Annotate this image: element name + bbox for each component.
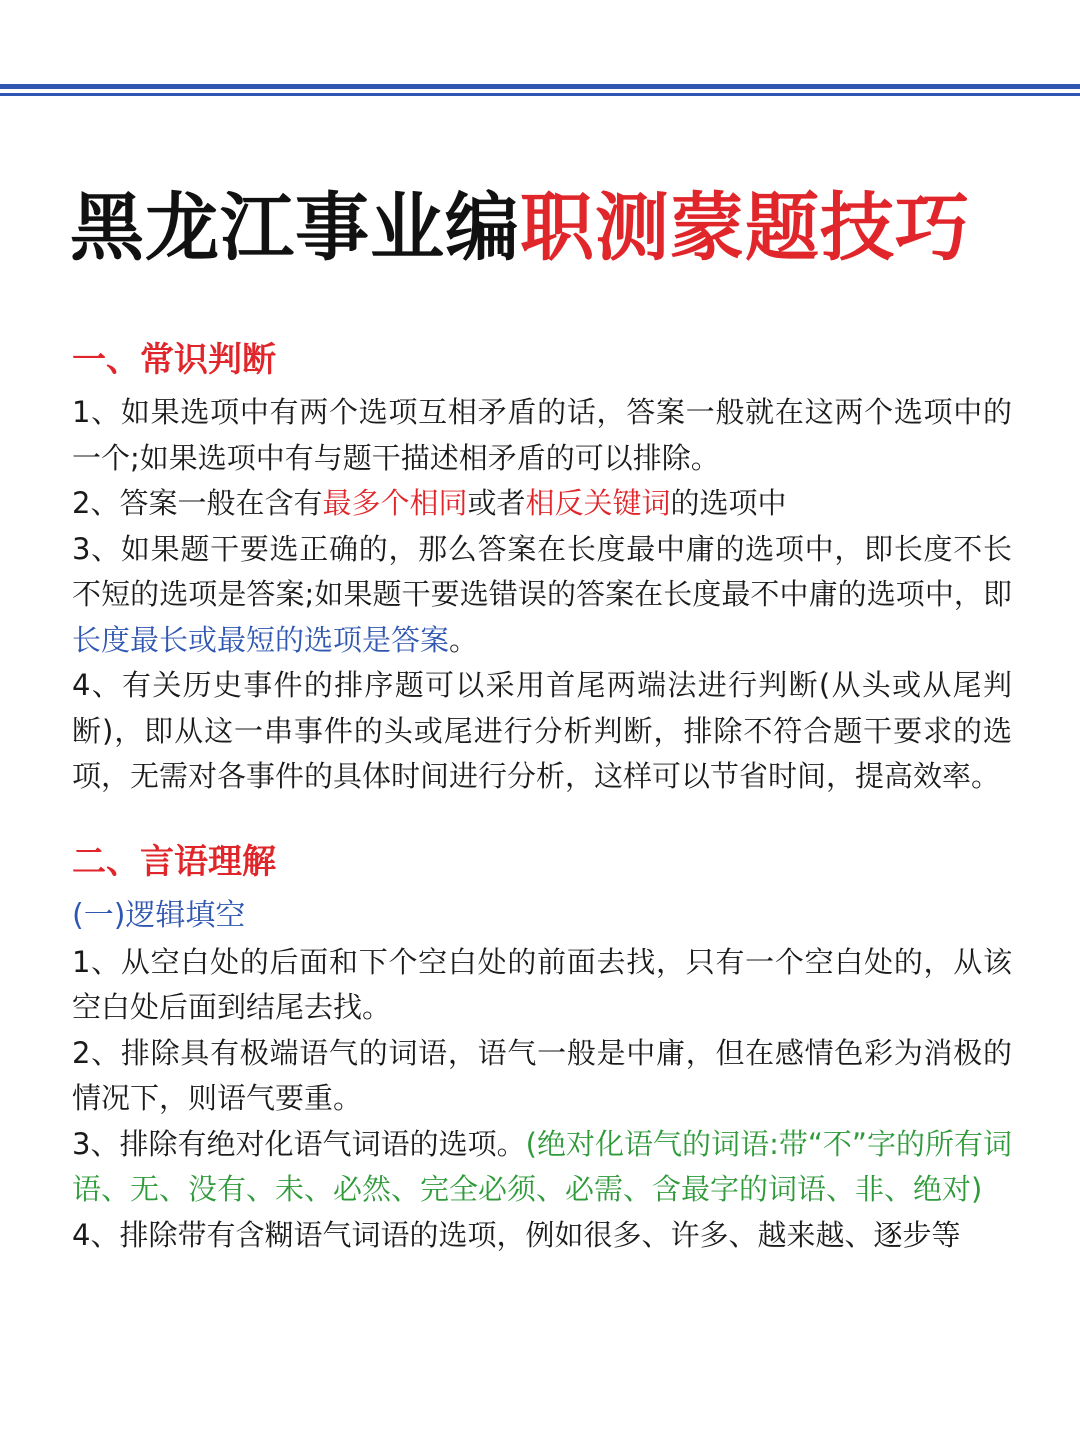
section2-heading: 二、言语理解 <box>72 841 276 882</box>
section2-item3-keyword: (绝对化语气的词语:带“不”字的所有词语、无、没有、未、必然、完全必须、必需、含最字的词语、非、绝对) <box>72 1126 1013 1206</box>
title-black-part: 黑龙江事业编 <box>70 185 520 271</box>
section1-heading: 一、常识判断 <box>72 340 276 380</box>
section1-item3-keyword: 长度最长或最短的选项是答案 <box>72 622 450 657</box>
section1-item4: 4、有关历史事件的排序题可以采用首尾两端法进行判断(从头或从尾判断)，即从这一串事件的头或尾进行分析判断，排除不符合题干要求的选项，无需对各事件的具体时间进行分析，这样可以节省时间，提高效率。 <box>72 668 1012 793</box>
section2-subheading: (一)逻辑填空 <box>72 897 246 933</box>
section1-item3 <box>72 527 1012 664</box>
section2-item2: 2、排除具有极端语气的词语，语气一般是中庸，但在感情色彩为消极的情况下，则语气要重。 <box>72 1035 1012 1115</box>
section1-item3-text-a: 3、如果题干要选正确的，那么答案在长度最中庸的选项中，即长度不长不短的选项是答案;如果题干要选错误的答案在长度最不中庸的选项中，即 <box>72 531 1012 611</box>
section1-item1: 1、如果选项中有两个选项互相矛盾的话，答案一般就在这两个选项中的一个;如果选项中有与题干描述相矛盾的可以排除。 <box>72 395 1012 475</box>
section1-item2-text-a: 2、答案一般在含有 <box>72 486 323 520</box>
section2-item3 <box>72 1122 1012 1213</box>
title-red-part: 职测蒙题技巧 <box>520 185 970 271</box>
section2-item3-text-a: 3、排除有绝对化语气词语的选项。 <box>72 1126 526 1161</box>
page-title <box>70 178 1030 278</box>
section1-item2-text-c: 的选项中 <box>670 486 787 520</box>
section1-item2-keyword1: 最多个相同 <box>322 486 468 520</box>
section1-item2-keyword2: 相反关键词 <box>525 486 671 520</box>
top-double-rule <box>0 84 1080 98</box>
section2-item1: 1、从空白处的后面和下个空白处的前面去找，只有一个空白处的，从该空白处后面到结尾去找。 <box>72 944 1012 1024</box>
top-rule-thick <box>0 84 1080 89</box>
top-rule-thin <box>0 93 1080 96</box>
section2-item4: 4、排除带有含糊语气词语的选项，例如很多、许多、越来越、逐步等 <box>72 1217 961 1252</box>
article-body <box>72 330 1012 1258</box>
section1-item3-text-b: 。 <box>449 622 479 657</box>
section1-item2-text-b: 或者 <box>467 486 526 520</box>
section1-item2 <box>72 481 1012 527</box>
